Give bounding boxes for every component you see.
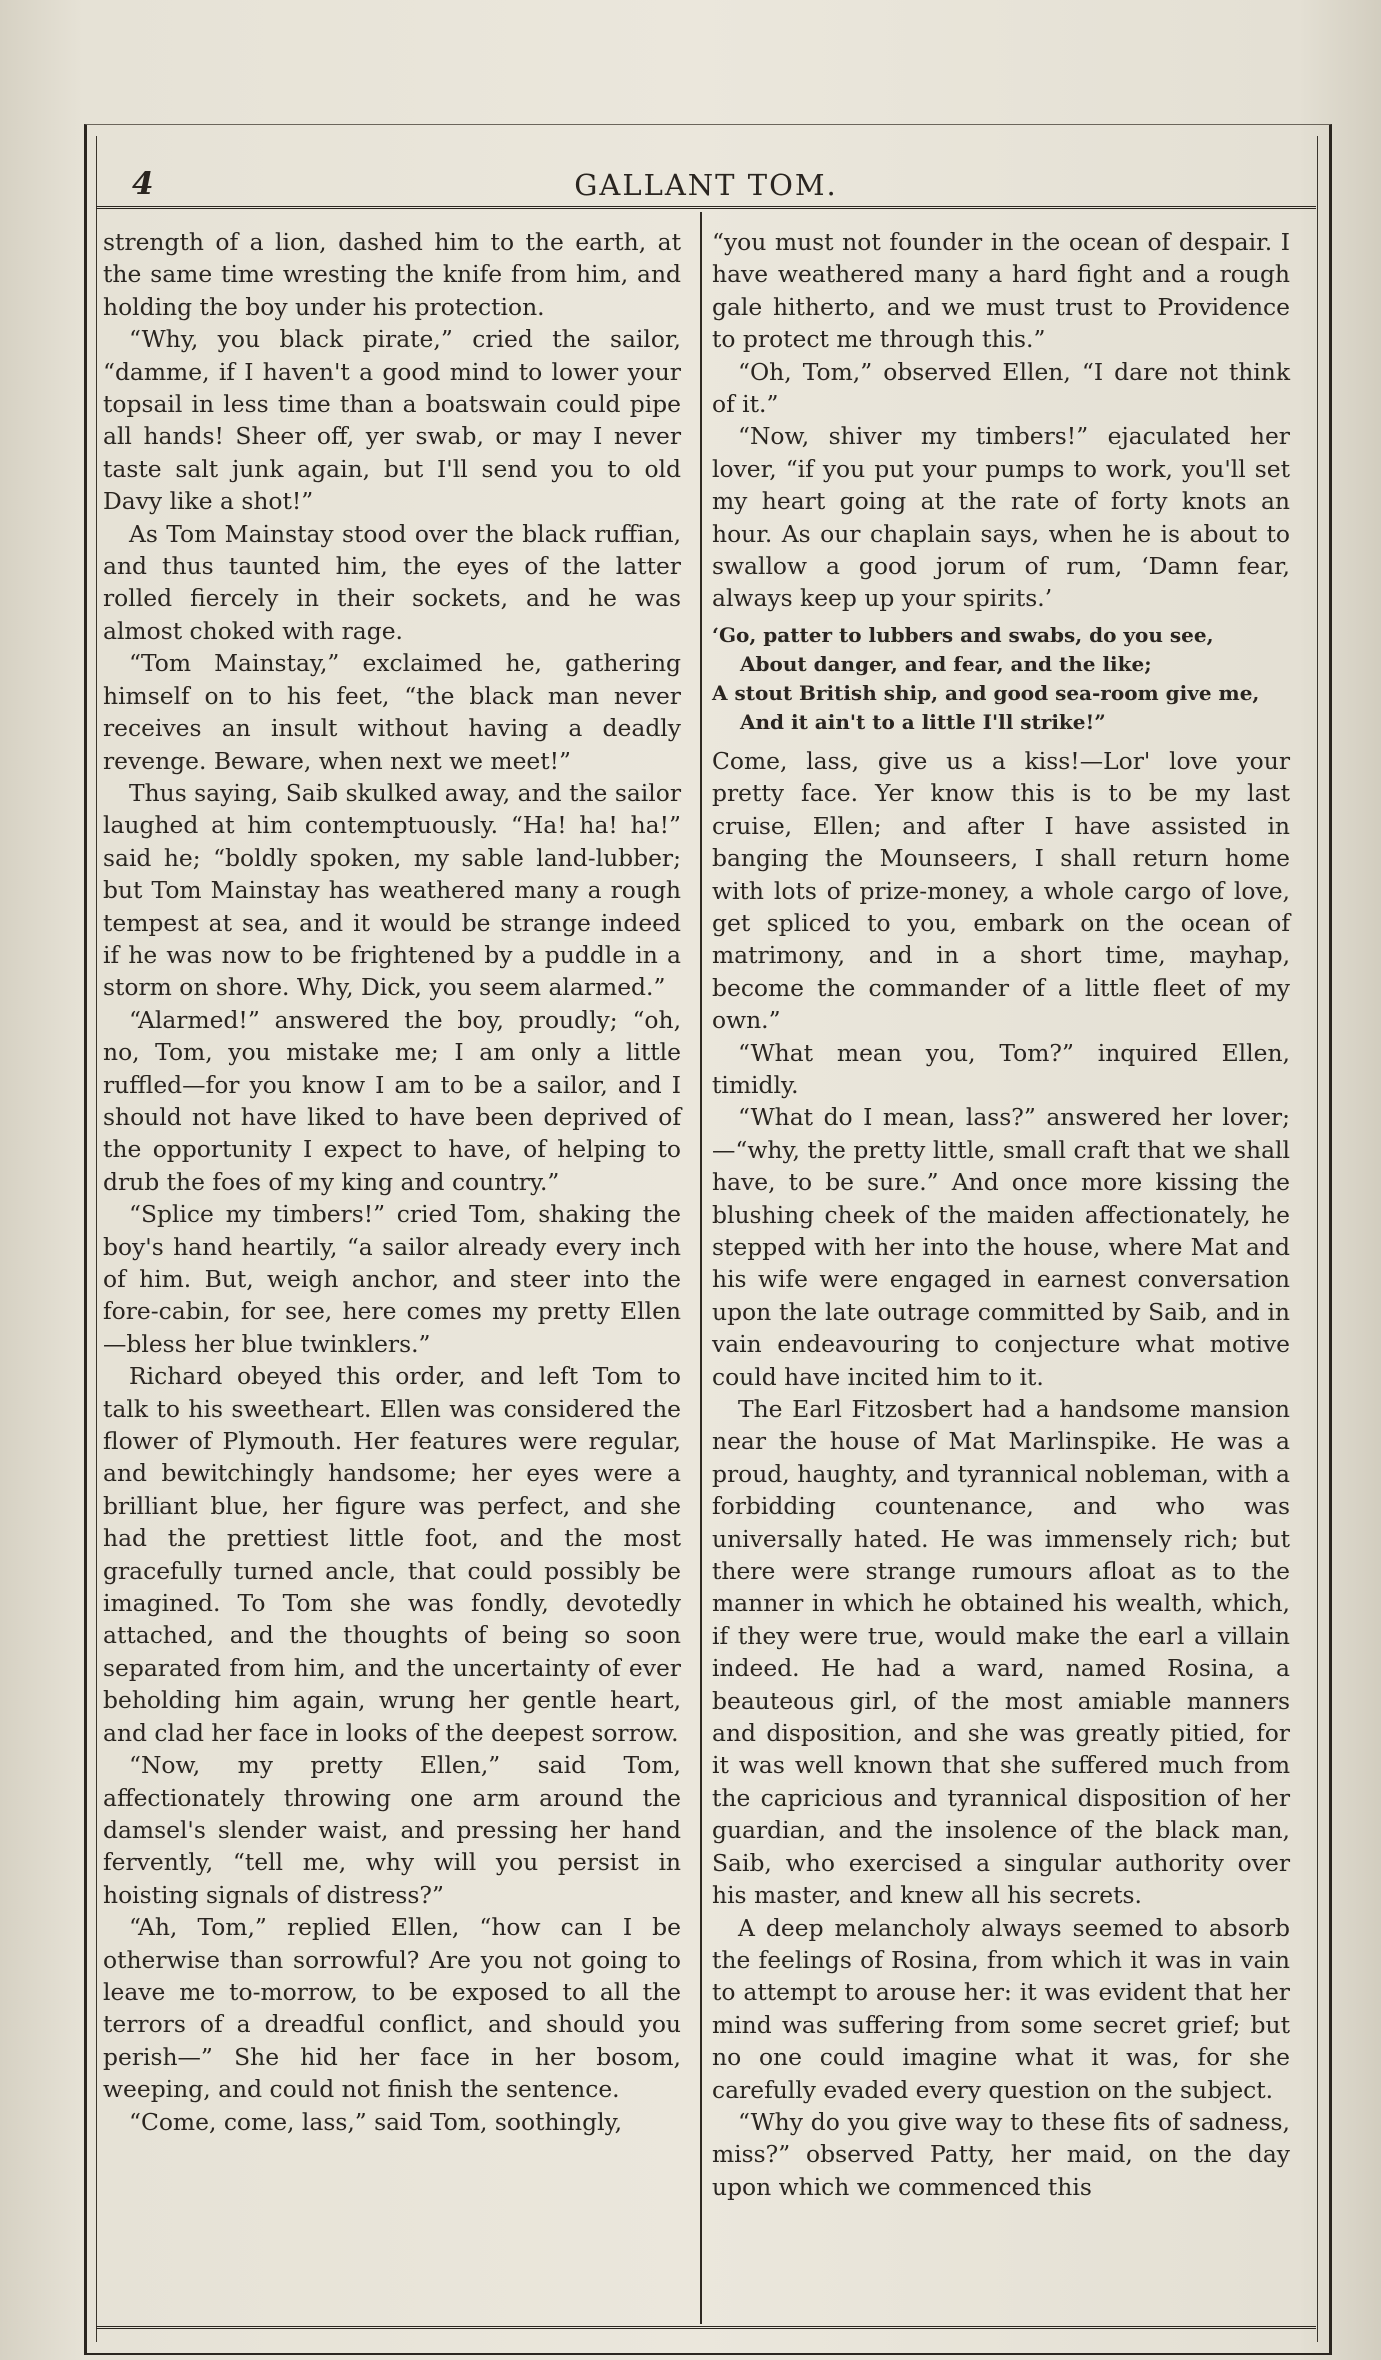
paragraph: “Now, shiver my timbers!” ejaculated her lover, “if you put your pumps to work, you'll set my heart going at the rate of forty knots an hour. As our chaplain says, when he is about to swallow a good jorum of rum, ‘Damn fear, always keep up your spirits.’ — [712, 422, 1290, 613]
verse-block — [712, 621, 1290, 737]
verse-line: About danger, and fear, and the like; — [740, 651, 1152, 676]
paragraph: “What do I mean, lass?” answered her lover;—“why, the pretty little, small craft that we shall have, to be sure.” And once more kissing the blushing cheek of the maiden affectionately, he stepped with her into the house, where Mat and his wife were engaged in earnest conversation upon the late outrage committed by Saib, and in vain endeavouring to conjecture what motive could have incited him to it. — [712, 1103, 1290, 1391]
paragraph: The Earl Fitzosbert had a handsome mansion near the house of Mat Marlinspike. He was a proud, haughty, and tyrannical nobleman, with a forbidding countenance, and who was universally hated. He was immensely rich; but there were strange rumours afloat as to the manner in which he obtained his wealth, which, if they were true, would make the earl a villain indeed. He had a ward, named Rosina, a beauteous girl, of the most amiable manners and disposition, and she was greatly pitied, for it was well known that she suffered much from the capricious and tyrannical disposition of her guardian, and the insolence of the black man, Saib, who exercised a singular authority over his master, and knew all his secrets. — [712, 1395, 1290, 1910]
right-column — [712, 226, 1290, 2203]
paragraph: Richard obeyed this order, and left Tom to talk to his sweetheart. Ellen was considered the flower of Plymouth. Her features were regular, and bewitchingly handsome; her eyes were a brilliant blue, her figure was perfect, and she had the prettiest little foot, and the most gracefully turned ancle, that could possibly be imagined. To Tom she was fondly, devotedly attached, and the thoughts of being so soon separated from him, and the uncertainty of ever beholding him again, wrung her gentle heart, and clad her face in looks of the deepest sorrow. — [103, 1362, 681, 1747]
column-divider — [700, 212, 702, 2324]
paragraph: A deep melancholy always seemed to absorb the feelings of Rosina, from which it was in vain to attempt to arouse her: it was evident that her mind was suffering from some secret grief; but no one could imagine what it was, for she carefully evaded every question on the subject. — [712, 1913, 1290, 2104]
paragraph: “Splice my timbers!” cried Tom, shaking the boy's hand heartily, “a sailor already every inch of him. But, weigh anchor, and steer into the fore-cabin, for see, here comes my pretty Ellen—bless her blue twinklers.” — [103, 1200, 681, 1358]
verse-line: ‘Go, patter to lubbers and swabs, do you see, — [712, 622, 1214, 647]
paragraph: “you must not founder in the ocean of despair. I have weathered many a hard fight and a rough gale hitherto, and we must trust to Providence to protect me through this.” — [712, 228, 1290, 354]
paragraph: Thus saying, Saib skulked away, and the sailor laughed at him contemptuously. “Ha! ha! ha!” said he; “boldly spoken, my sable land-lubber; but Tom Mainstay has weathered many a rough tempest at sea, and it would be strange indeed if he was now to be frightened by a puddle in a storm on shore. Why, Dick, you seem alarmed.” — [103, 778, 681, 1002]
paragraph: “What mean you, Tom?” inquired Ellen, timidly. — [712, 1038, 1290, 1099]
paragraph: “Come, come, lass,” said Tom, soothingly, — [129, 2107, 623, 2136]
paragraph: “Now, my pretty Ellen,” said Tom, affectionately throwing one arm around the damsel's slender waist, and pressing her hand fervently, “tell me, why will you persist in hoisting signals of distress?” — [103, 1751, 681, 1909]
paragraph: “Alarmed!” answered the boy, proudly; “oh, no, Tom, you mistake me; I am only a little ruffled—for you know I am to be a sailor, and I should not have liked to have been deprived of the opportunity I expect to have, of helping to drub the foes of my king and country.” — [103, 1005, 681, 1196]
verse-line: And it ain't to a little I'll strike!” — [740, 709, 1106, 734]
running-title: GALLANT TOM. — [574, 168, 838, 202]
paragraph: “Ah, Tom,” replied Ellen, “how can I be otherwise than sorrowful? Are you not going to leave me to-morrow, to be exposed to all the terrors of a dreadful conflict, and should you perish—” She hid her face in her bosom, weeping, and could not finish the sentence. — [103, 1913, 681, 2104]
paragraph: “Why, you black pirate,” cried the sailor, “damme, if I haven't a good mind to lower your topsail in less time than a boatswain could pipe all hands! Sheer off, yer swab, or may I never taste salt junk again, but I'll send you to old Davy like a shot!” — [103, 325, 681, 516]
paragraph: Come, lass, give us a kiss!—Lor' love your pretty face. Yer know this is to be my last cruise, Ellen; and after I have assisted in banging the Mounseers, I shall return home with lots of prize-money, a whole cargo of love, get spliced to you, embark on the ocean of matrimony, and in a short time, mayhap, become the commander of a little fleet of my own.” — [712, 746, 1290, 1035]
footer-rule — [96, 2326, 1316, 2329]
paragraph: As Tom Mainstay stood over the black ruffian, and thus taunted him, the eyes of the latter rolled fiercely in their sockets, and he was almost choked with rage. — [103, 519, 681, 645]
header-rule — [96, 206, 1316, 209]
page-header — [96, 162, 1316, 206]
verse-line: A stout British ship, and good sea-room give me, — [712, 680, 1260, 705]
page-number: 4 — [132, 166, 154, 202]
left-column — [103, 226, 681, 2138]
paragraph: “Why do you give way to these fits of sadness, miss?” observed Patty, her maid, on the day upon which we commenced this — [712, 2107, 1290, 2201]
paragraph: “Oh, Tom,” observed Ellen, “I dare not think of it.” — [712, 357, 1290, 419]
paragraph: strength of a lion, dashed him to the earth, at the same time wresting the knife from him, and holding the boy under his protection. — [103, 228, 681, 321]
paragraph: “Tom Mainstay,” exclaimed he, gathering himself on to his feet, “the black man never receives an insult without having a deadly revenge. Beware, when next we meet!” — [103, 649, 681, 775]
